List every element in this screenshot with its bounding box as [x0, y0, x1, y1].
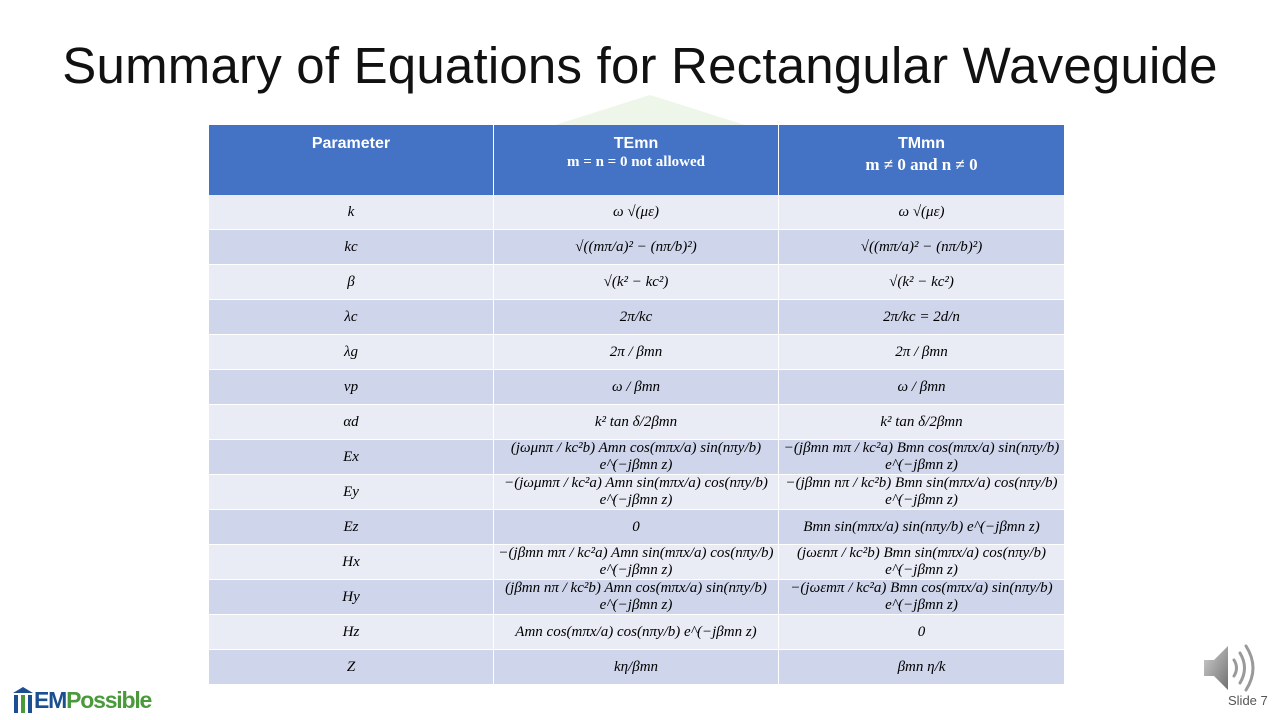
- tm-cell: ω √(με): [779, 195, 1065, 230]
- equations-table: [208, 125, 1065, 685]
- tm-cell: (jωεnπ / kc²b) Bmn sin(mπx/a) cos(nπy/b) e^(−jβmn z): [779, 545, 1065, 580]
- empossible-logo-icon: [12, 686, 34, 716]
- param-cell: Ex: [209, 440, 494, 475]
- tm-cell: −(jωεmπ / kc²a) Bmn cos(mπx/a) sin(nπy/b) e^(−jβmn z): [779, 580, 1065, 615]
- te-cell: √(k² − kc²): [494, 265, 779, 300]
- param-cell: Hy: [209, 580, 494, 615]
- param-cell: Ez: [209, 510, 494, 545]
- header-te: TEmn m = n = 0 not allowed: [494, 125, 779, 195]
- header-parameter: Parameter: [209, 125, 494, 195]
- table-row: [209, 335, 1065, 370]
- table-row: [209, 265, 1065, 300]
- param-cell: λg: [209, 335, 494, 370]
- header-tm-note: m ≠ 0 and n ≠ 0: [865, 155, 978, 174]
- table-row: [209, 650, 1065, 685]
- table-row: [209, 405, 1065, 440]
- header-tm: TMmn m ≠ 0 and n ≠ 0: [779, 125, 1065, 195]
- param-cell: λc: [209, 300, 494, 335]
- table-row: [209, 370, 1065, 405]
- te-cell: 0: [494, 510, 779, 545]
- param-cell: kc: [209, 230, 494, 265]
- te-cell: 2π/kc: [494, 300, 779, 335]
- table-row: [209, 615, 1065, 650]
- param-cell: k: [209, 195, 494, 230]
- table-row: [209, 230, 1065, 265]
- param-cell: Hx: [209, 545, 494, 580]
- table-row: [209, 475, 1065, 510]
- param-cell: Hz: [209, 615, 494, 650]
- table-row: [209, 510, 1065, 545]
- tm-cell: 0: [779, 615, 1065, 650]
- tm-cell: −(jβmn nπ / kc²b) Bmn sin(mπx/a) cos(nπy/b) e^(−jβmn z): [779, 475, 1065, 510]
- te-cell: Amn cos(mπx/a) cos(nπy/b) e^(−jβmn z): [494, 615, 779, 650]
- slide-title: Summary of Equations for Rectangular Waveguide: [62, 37, 1218, 94]
- param-cell: αd: [209, 405, 494, 440]
- tm-cell: √(k² − kc²): [779, 265, 1065, 300]
- table-row: [209, 300, 1065, 335]
- header-te-note: m = n = 0 not allowed: [567, 154, 705, 170]
- te-cell: 2π / βmn: [494, 335, 779, 370]
- te-cell: (jβmn nπ / kc²b) Amn cos(mπx/a) sin(nπy/b) e^(−jβmn z): [494, 580, 779, 615]
- te-cell: √((mπ/a)² − (nπ/b)²): [494, 230, 779, 265]
- tm-cell: k² tan δ/2βmn: [779, 405, 1065, 440]
- param-cell: vp: [209, 370, 494, 405]
- empossible-logo-text: EMPossible: [34, 687, 152, 713]
- te-cell: −(jβmn mπ / kc²a) Amn sin(mπx/a) cos(nπy/b) e^(−jβmn z): [494, 545, 779, 580]
- table-row: [209, 580, 1065, 615]
- te-cell: ω √(με): [494, 195, 779, 230]
- tm-cell: ω / βmn: [779, 370, 1065, 405]
- te-cell: k² tan δ/2βmn: [494, 405, 779, 440]
- tm-cell: 2π/kc = 2d/n: [779, 300, 1065, 335]
- speaker-icon[interactable]: [1200, 640, 1264, 696]
- table-header-row: [209, 125, 1065, 195]
- te-cell: −(jωμmπ / kc²a) Amn sin(mπx/a) cos(nπy/b) e^(−jβmn z): [494, 475, 779, 510]
- tm-cell: βmn η/k: [779, 650, 1065, 685]
- slide-number: Slide 7: [1228, 693, 1268, 708]
- table-row: [209, 545, 1065, 580]
- table-row: [209, 195, 1065, 230]
- te-cell: (jωμnπ / kc²b) Amn cos(mπx/a) sin(nπy/b) e^(−jβmn z): [494, 440, 779, 475]
- param-cell: Z: [209, 650, 494, 685]
- param-cell: β: [209, 265, 494, 300]
- te-cell: ω / βmn: [494, 370, 779, 405]
- param-cell: Ey: [209, 475, 494, 510]
- table-row: [209, 440, 1065, 475]
- te-cell: kη/βmn: [494, 650, 779, 685]
- tm-cell: 2π / βmn: [779, 335, 1065, 370]
- tm-cell: Bmn sin(mπx/a) sin(nπy/b) e^(−jβmn z): [779, 510, 1065, 545]
- tm-cell: −(jβmn mπ / kc²a) Bmn cos(mπx/a) sin(nπy/b) e^(−jβmn z): [779, 440, 1065, 475]
- tm-cell: √((mπ/a)² − (nπ/b)²): [779, 230, 1065, 265]
